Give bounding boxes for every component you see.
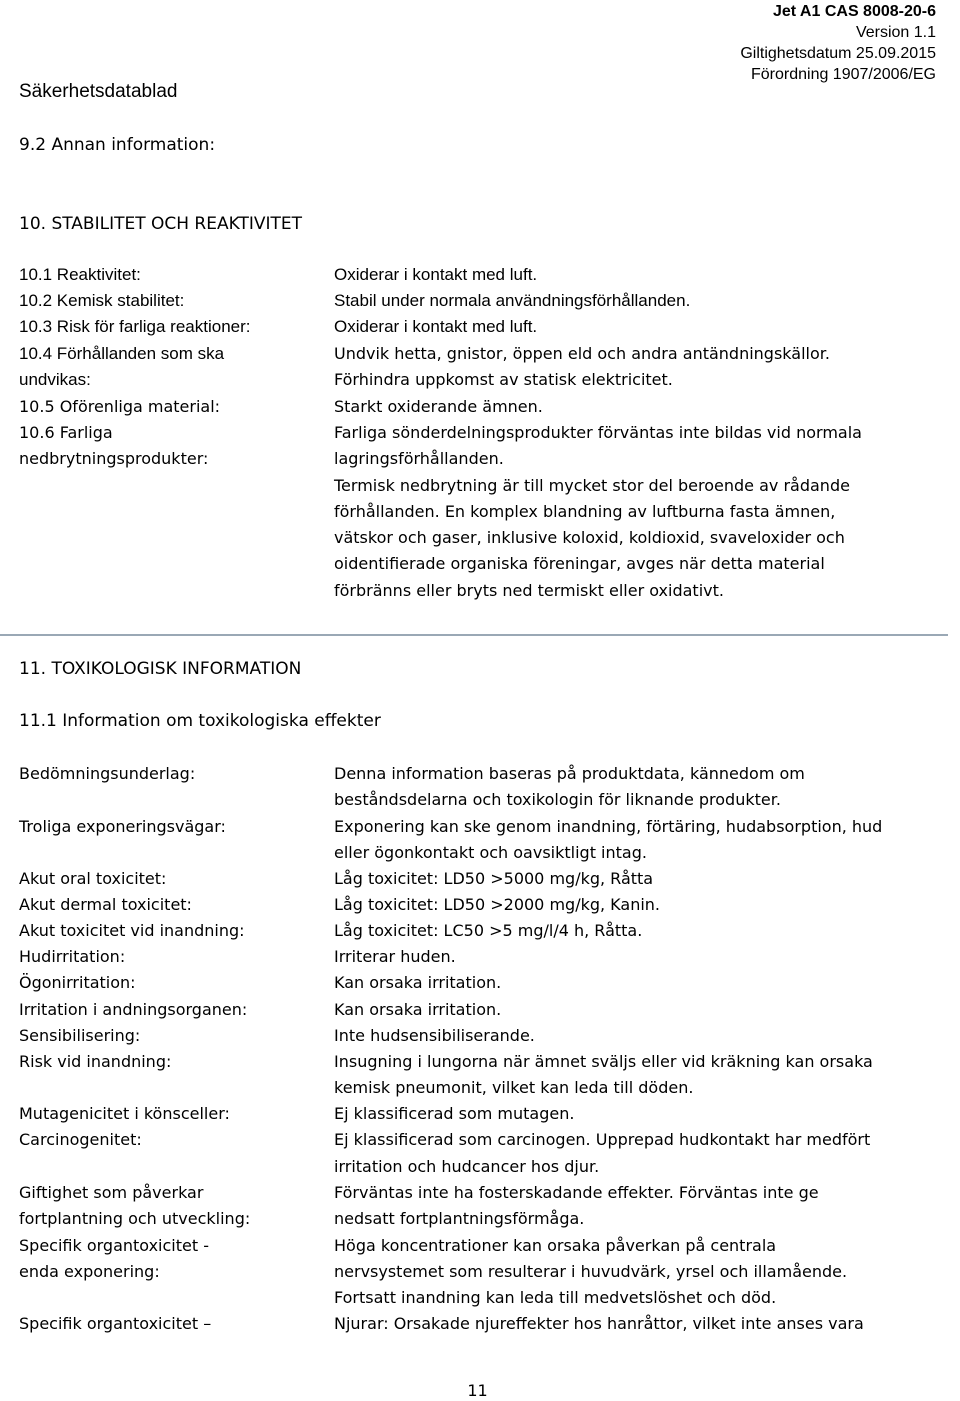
section-9-2-heading: 9.2 Annan information:: [19, 135, 216, 155]
row-value: Förväntas inte ha fosterskadande effekter. Förväntas inte ge: [334, 1183, 819, 1202]
row-value: Oxiderar i kontakt med luft.: [334, 317, 538, 336]
row-value: Inte hudsensibiliserande.: [334, 1026, 535, 1045]
row-label: Specifik organtoxicitet -: [19, 1236, 209, 1255]
row-label: nedbrytningsprodukter:: [19, 449, 209, 468]
section-10-heading: 10. STABILITET OCH REAKTIVITET: [19, 214, 302, 234]
row-value: Ej klassificerad som mutagen.: [334, 1104, 575, 1123]
row-label: Carcinogenitet:: [19, 1130, 142, 1149]
row-value: Oxiderar i kontakt med luft.: [334, 265, 538, 284]
row-value: förhållanden. En komplex blandning av luftburna fasta ämnen,: [334, 502, 836, 521]
row-value: Irriterar huden.: [334, 947, 456, 966]
section-11-1-heading: 11.1 Information om toxikologiska effekter: [19, 711, 381, 731]
row-value: Starkt oxiderande ämnen.: [334, 397, 543, 416]
row-value: Denna information baseras på produktdata, kännedom om: [334, 764, 805, 783]
header-info: [740, 1, 936, 85]
row-label: Mutagenicitet i könsceller:: [19, 1104, 230, 1123]
row-value: Njurar: Orsakade njureffekter hos hanråttor, vilket inte anses vara: [334, 1314, 864, 1333]
row-value: Farliga sönderdelningsprodukter förväntas inte bildas vid normala: [334, 423, 862, 442]
row-label: Irritation i andningsorganen:: [19, 1000, 248, 1019]
row-label: Specifik organtoxicitet –: [19, 1314, 212, 1333]
row-value: Låg toxicitet: LC50 >5 mg/l/4 h, Råtta.: [334, 921, 643, 940]
row-label: fortplantning och utveckling:: [19, 1209, 251, 1228]
page-number: 11: [467, 1381, 488, 1400]
row-label: 10.6 Farliga: [19, 423, 113, 442]
row-label: 10.5 Oförenliga material:: [19, 397, 221, 416]
row-label: Hudirritation:: [19, 947, 126, 966]
row-value: Fortsatt inandning kan leda till medvetslöshet och död.: [334, 1288, 777, 1307]
row-value: nervsystemet som resulterar i huvudvärk, yrsel och illamående.: [334, 1262, 848, 1281]
row-label: 10.4 Förhållanden som ska: [19, 344, 225, 363]
validity-date: Giltighetsdatum 25.09.2015: [740, 45, 936, 62]
row-label: undvikas:: [19, 370, 91, 389]
section-11-heading: 11. TOXIKOLOGISK INFORMATION: [19, 659, 302, 679]
row-value: beståndsdelarna och toxikologin för liknande produkter.: [334, 790, 781, 809]
row-value: Kan orsaka irritation.: [334, 973, 502, 992]
product-name: Jet A1 CAS 8008-20-6: [772, 3, 936, 20]
row-label: Ögonirritation:: [19, 973, 136, 992]
row-label: 10.3 Risk för farliga reaktioner:: [19, 317, 251, 336]
row-value: Insugning i lungorna när ämnet sväljs eller vid kräkning kan orsaka: [334, 1052, 873, 1071]
row-label: Akut oral toxicitet:: [19, 869, 167, 888]
row-value: Låg toxicitet: LD50 >5000 mg/kg, Råtta: [334, 869, 654, 888]
row-label: Akut toxicitet vid inandning:: [19, 921, 245, 940]
row-value: nedsatt fortplantningsförmåga.: [334, 1209, 585, 1228]
row-label: Akut dermal toxicitet:: [19, 895, 192, 914]
regulation-text: Förordning 1907/2006/EG: [750, 66, 936, 83]
row-value: oidentifierade organiska föreningar, avges när detta material: [334, 554, 825, 573]
row-label: enda exponering:: [19, 1262, 160, 1281]
row-value: Höga koncentrationer kan orsaka påverkan på centrala: [334, 1236, 777, 1255]
row-label: Giftighet som påverkar: [19, 1183, 204, 1202]
row-label: Bedömningsunderlag:: [19, 764, 196, 783]
document-title: Säkerhetsdatablad: [19, 81, 178, 102]
row-label: 10.1 Reaktivitet:: [19, 265, 141, 284]
row-value: lagringsförhållanden.: [334, 449, 504, 468]
section-divider: [0, 634, 948, 636]
row-value: Termisk nedbrytning är till mycket stor del beroende av rådande: [334, 476, 850, 495]
row-value: Exponering kan ske genom inandning, förtäring, hudabsorption, hud: [334, 817, 883, 836]
row-value: irritation och hudcancer hos djur.: [334, 1157, 600, 1176]
row-label: 10.2 Kemisk stabilitet:: [19, 291, 185, 310]
row-value: Förhindra uppkomst av statisk elektricitet.: [334, 370, 673, 389]
row-value: eller ögonkontakt och oavsiktligt intag.: [334, 843, 647, 862]
row-value: Ej klassificerad som carcinogen. Upprepad hudkontakt har medfört: [334, 1130, 871, 1149]
row-label: Risk vid inandning:: [19, 1052, 172, 1071]
row-value: Låg toxicitet: LD50 >2000 mg/kg, Kanin.: [334, 895, 660, 914]
row-value: Stabil under normala användningsförhållanden.: [334, 291, 691, 310]
version-text: Version 1.1: [855, 24, 936, 41]
row-value: Kan orsaka irritation.: [334, 1000, 502, 1019]
row-value: kemisk pneumonit, vilket kan leda till döden.: [334, 1078, 694, 1097]
row-label: Sensibilisering:: [19, 1026, 141, 1045]
row-value: vätskor och gaser, inklusive koloxid, koldioxid, svaveloxider och: [334, 528, 845, 547]
row-label: Troliga exponeringsvägar:: [19, 817, 226, 836]
row-value: förbränns eller bryts ned termiskt eller oxidativt.: [334, 581, 724, 600]
row-value: Undvik hetta, gnistor, öppen eld och andra antändningskällor.: [334, 344, 830, 363]
